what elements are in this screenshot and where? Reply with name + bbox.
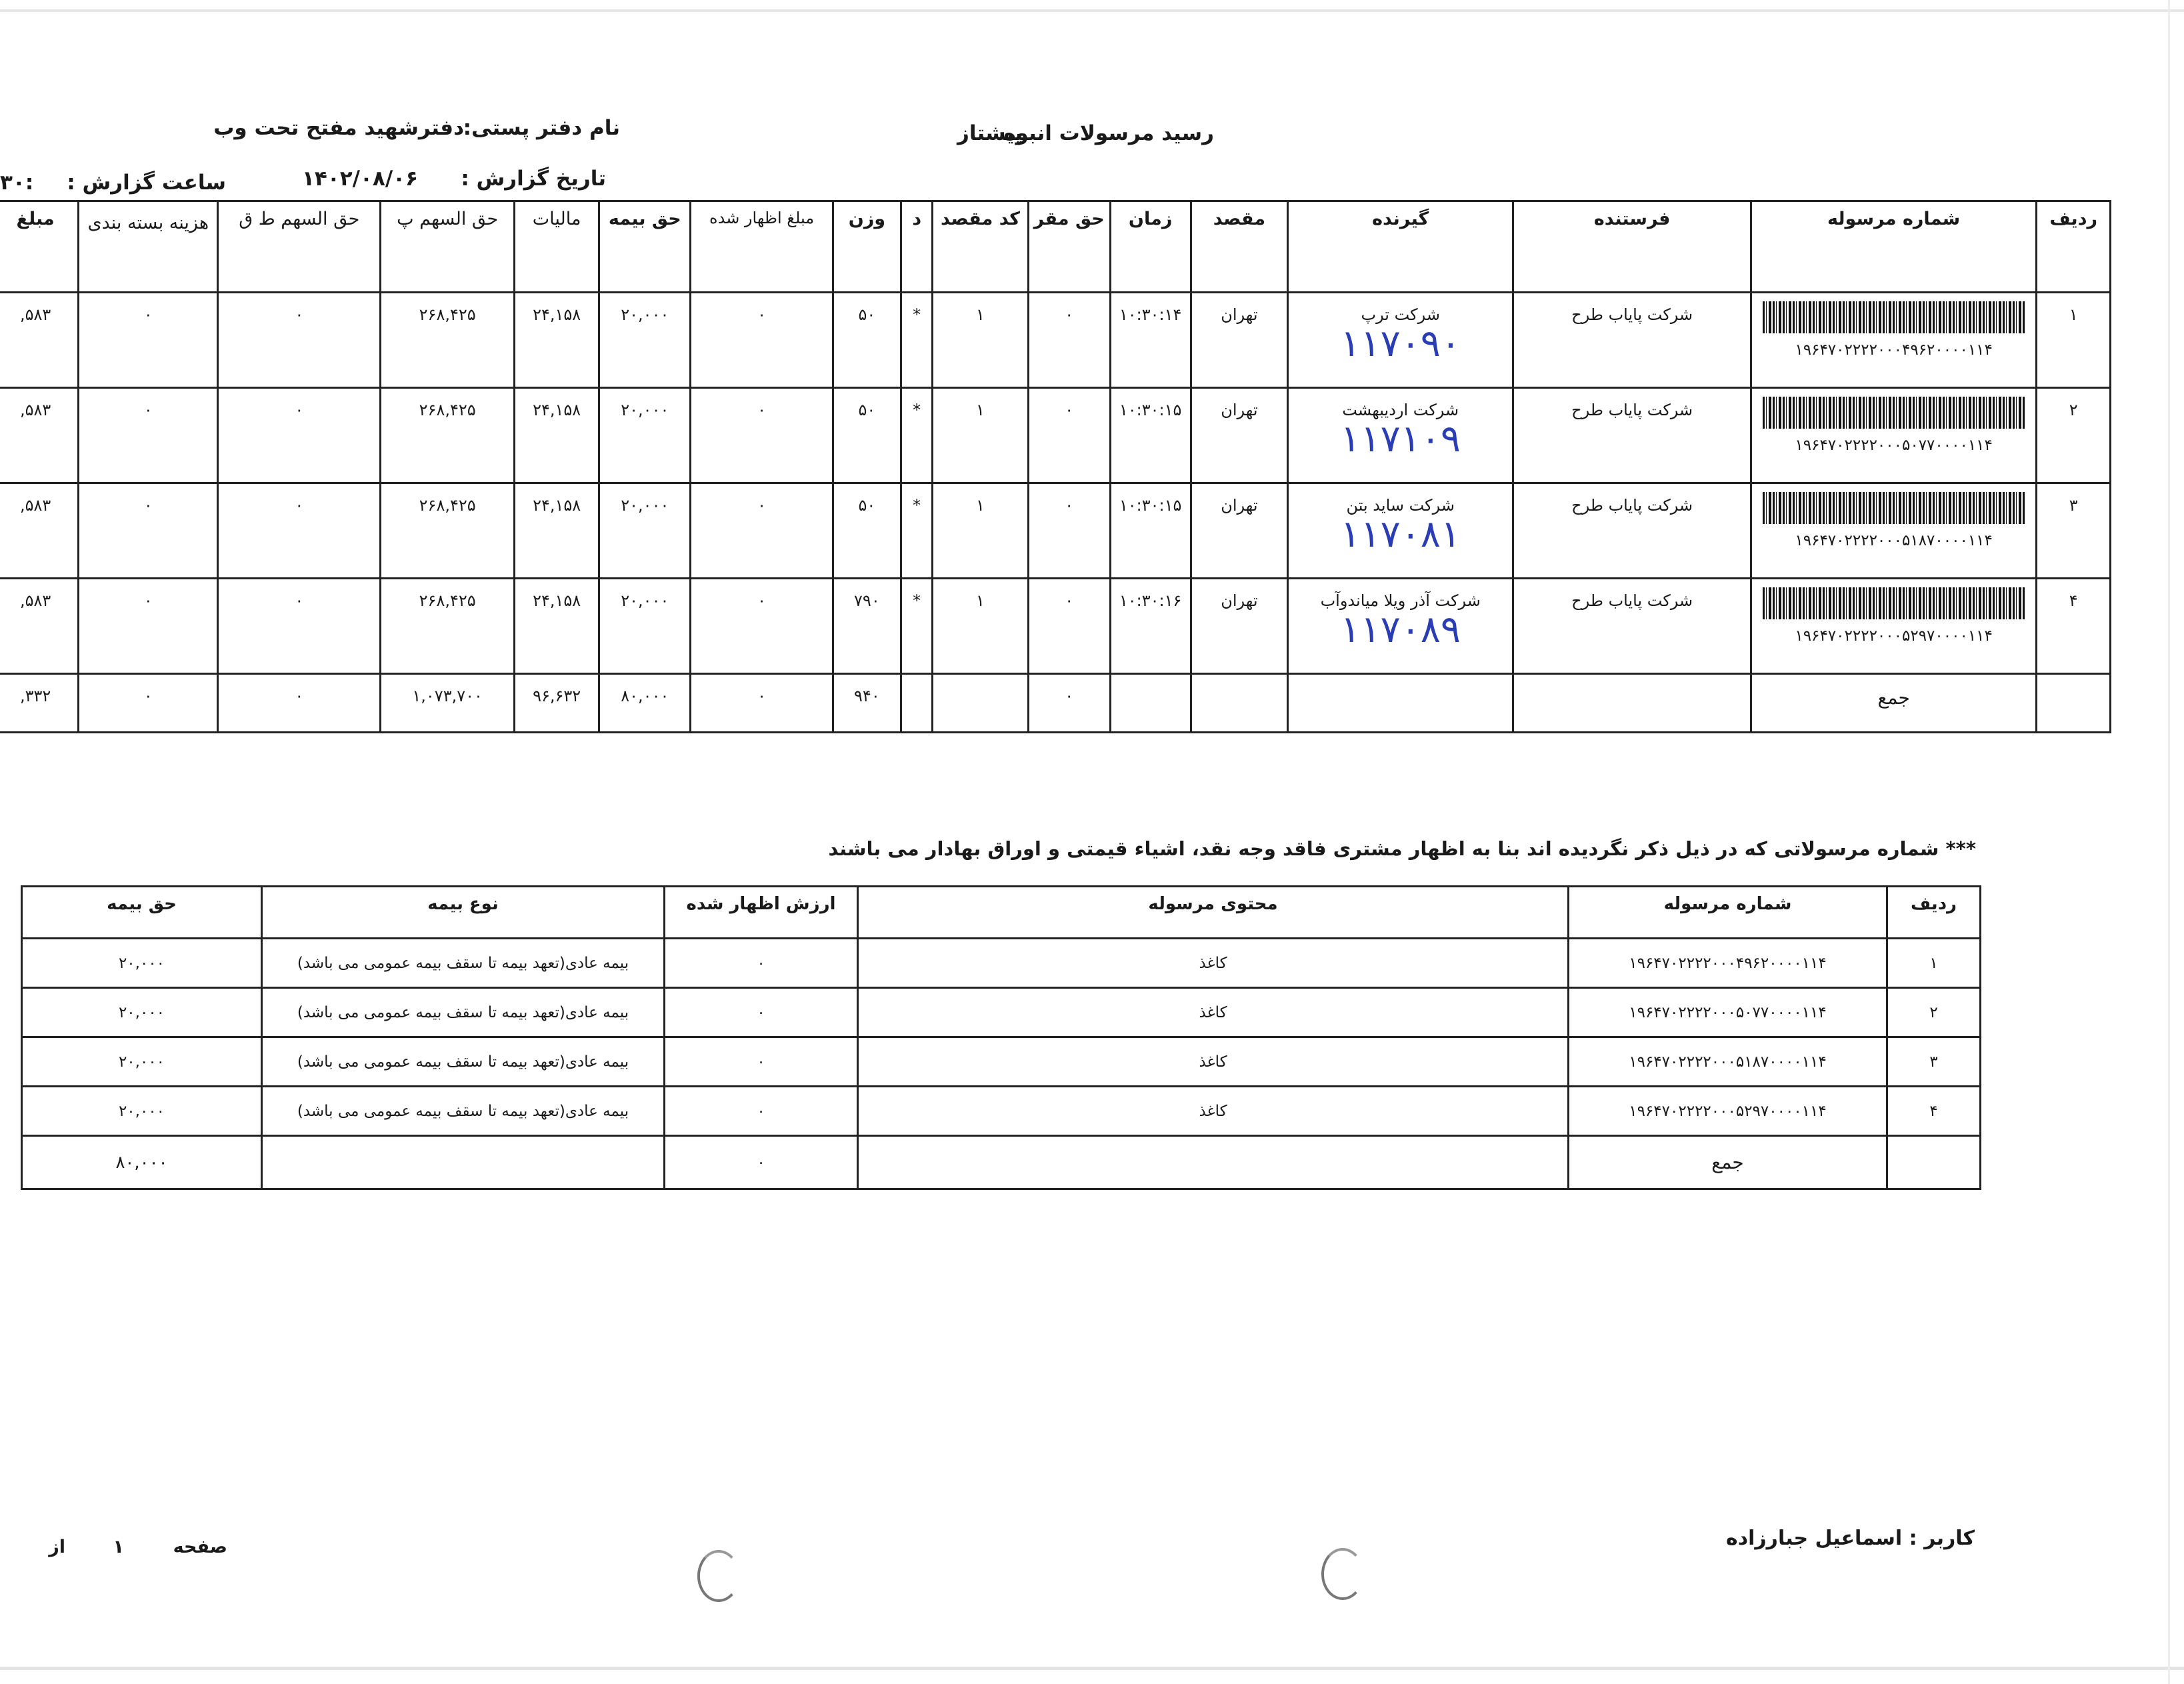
share-tq: ۰	[295, 591, 304, 610]
insurance-table	[21, 885, 1981, 1190]
amount: ۵۸۳,	[19, 591, 51, 610]
time: ۱۰:۳۰:۱۵	[1119, 401, 1182, 419]
ins-content: کاغذ	[858, 939, 1569, 988]
dest-code: ۱	[976, 496, 985, 515]
ins-parcel-number: ۱۹۶۴۷۰۲۲۲۲۰۰۰۵۱۸۷۰۰۰۰۱۱۴	[1569, 1037, 1887, 1087]
table-row	[0, 483, 2111, 579]
ins-row-number: ۲	[1887, 988, 1981, 1037]
total-packing: ۰	[143, 687, 153, 705]
ins-content: کاغذ	[858, 1087, 1569, 1136]
parcel-number: ۱۹۶۴۷۰۲۲۲۲۰۰۰۴۹۶۲۰۰۰۰۱۱۴	[1795, 341, 1993, 359]
packing: ۰	[143, 591, 153, 610]
shipments-table	[0, 200, 2111, 733]
destination: تهران	[1221, 496, 1258, 515]
receiver: شرکت اردیبهشت	[1342, 401, 1459, 419]
amount: ۵۸۳,	[19, 401, 51, 419]
share-tq: ۰	[295, 401, 304, 419]
total-row	[0, 674, 2111, 733]
dest-code: ۱	[976, 591, 985, 610]
handwritten-note: ۱۱۷۰۸۱	[1340, 513, 1461, 556]
total-tax: ۹۶,۶۳۲	[533, 687, 581, 705]
tax: ۲۴,۱۵۸	[533, 305, 581, 324]
parcel-number: ۱۹۶۴۷۰۲۲۲۲۰۰۰۵۲۹۷۰۰۰۰۱۱۴	[1795, 627, 1993, 645]
total-share-p: ۱,۰۷۳,۷۰۰	[412, 687, 483, 705]
table-row	[22, 1087, 1981, 1136]
service-type: پیشتاز	[957, 121, 1023, 145]
page-label: صفحه	[173, 1537, 227, 1557]
tax: ۲۴,۱۵۸	[533, 591, 581, 610]
footer-user: کاربر : اسماعیل جبارزاده	[1726, 1527, 1975, 1550]
header-row	[0, 201, 2111, 293]
col-dest-code: کد مقصد	[933, 201, 1028, 293]
time-value: ۳۰:	[0, 171, 34, 195]
col-row-num: ردیف	[2037, 201, 2111, 293]
weight: ۵۰	[858, 305, 876, 324]
ins-content: کاغذ	[858, 1037, 1569, 1087]
barcode	[1763, 301, 2025, 333]
ins-total-premium: ۸۰,۰۰۰	[22, 1136, 262, 1189]
weight: ۵۰	[858, 496, 876, 515]
share-p: ۲۶۸,۴۲۵	[419, 591, 476, 610]
declared: ۰	[757, 591, 766, 610]
total-weight: ۹۴۰	[854, 687, 880, 705]
sender: شرکت پایاب طرح	[1571, 496, 1693, 515]
receiver: شرکت آذر ویلا میاندوآب	[1320, 591, 1481, 610]
amount: ۵۸۳,	[19, 305, 51, 324]
ins-premium: ۲۰,۰۰۰	[22, 939, 262, 988]
tax: ۲۴,۱۵۸	[533, 496, 581, 515]
sender: شرکت پایاب طرح	[1571, 305, 1693, 324]
destination: تهران	[1221, 305, 1258, 324]
total-amount: ۳۳۲,	[19, 687, 51, 705]
ins-type: بیمه عادی(تعهد بیمه تا سقف بیمه عمومی می باشد)	[262, 939, 665, 988]
table-row	[22, 939, 1981, 988]
ins-type: بیمه عادی(تعهد بیمه تا سقف بیمه عمومی می باشد)	[262, 1087, 665, 1136]
row-number: ۲	[2069, 401, 2078, 419]
col-destination: مقصد	[1191, 201, 1288, 293]
col-declared: مبلغ اظهار شده	[691, 201, 833, 293]
packing: ۰	[143, 401, 153, 419]
base-fee: ۰	[1065, 401, 1074, 419]
weight: ۵۰	[858, 401, 876, 419]
receiver: شرکت ساید بتن	[1346, 496, 1455, 515]
declared: ۰	[757, 401, 766, 419]
share-tq: ۰	[295, 305, 304, 324]
d-mark: *	[913, 591, 921, 610]
ins-row-number: ۴	[1887, 1087, 1981, 1136]
scan-edge-top	[0, 9, 2184, 12]
insurance-header-row	[22, 887, 1981, 939]
total-insurance: ۸۰,۰۰۰	[621, 687, 669, 705]
ins-col-declared: ارزش اظهار شده	[665, 887, 858, 939]
ins-total-label: جمع	[1569, 1136, 1887, 1189]
table-row	[0, 388, 2111, 483]
punch-hole-right	[1321, 1548, 1364, 1600]
table-row	[22, 988, 1981, 1037]
table-row	[0, 293, 2111, 388]
table-row	[22, 1037, 1981, 1087]
row-number: ۳	[2069, 496, 2078, 515]
scan-edge-bottom	[0, 1667, 2184, 1670]
page-number: ۱	[113, 1537, 124, 1557]
time: ۱۰:۳۰:۱۶	[1119, 591, 1182, 610]
ins-premium: ۲۰,۰۰۰	[22, 988, 262, 1037]
handwritten-note: ۱۱۷۰۹۰	[1340, 322, 1461, 365]
base-fee: ۰	[1065, 496, 1074, 515]
tax: ۲۴,۱۵۸	[533, 401, 581, 419]
base-fee: ۰	[1065, 591, 1074, 610]
date-label: تاریخ گزارش :	[461, 167, 606, 191]
sender: شرکت پایاب طرح	[1571, 591, 1693, 610]
col-d: د	[901, 201, 933, 293]
barcode	[1763, 492, 2025, 524]
handwritten-note: ۱۱۷۱۰۹	[1340, 417, 1461, 461]
total-base-fee: ۰	[1065, 687, 1074, 705]
col-receiver: گیرنده	[1288, 201, 1513, 293]
d-mark: *	[913, 401, 921, 419]
declared: ۰	[757, 496, 766, 515]
share-p: ۲۶۸,۴۲۵	[419, 401, 476, 419]
date-value: ۱۴۰۲/۰۸/۰۶	[301, 167, 418, 191]
destination: تهران	[1221, 401, 1258, 419]
ins-col-parcel-number: شماره مرسوله	[1569, 887, 1887, 939]
ins-row-number: ۱	[1887, 939, 1981, 988]
packing: ۰	[143, 496, 153, 515]
ins-col-content: محتوی مرسوله	[858, 887, 1569, 939]
ins-parcel-number: ۱۹۶۴۷۰۲۲۲۲۰۰۰۵۰۷۷۰۰۰۰۱۱۴	[1569, 988, 1887, 1037]
col-insurance: حق بیمه	[599, 201, 691, 293]
col-tax: مالیات	[515, 201, 599, 293]
col-weight: وزن	[833, 201, 901, 293]
total-label: جمع	[1877, 687, 1910, 709]
insurance-total-row	[22, 1136, 1981, 1189]
time: ۱۰:۳۰:۱۴	[1119, 305, 1182, 324]
ins-declared: ۰	[665, 939, 858, 988]
col-packing: هزینه بسته بندی	[79, 201, 218, 293]
base-fee: ۰	[1065, 305, 1074, 324]
time: ۱۰:۳۰:۱۵	[1119, 496, 1182, 515]
insurance: ۲۰,۰۰۰	[621, 496, 669, 515]
ins-declared: ۰	[665, 1037, 858, 1087]
barcode	[1763, 587, 2025, 619]
share-p: ۲۶۸,۴۲۵	[419, 496, 476, 515]
sender: شرکت پایاب طرح	[1571, 401, 1693, 419]
d-mark: *	[913, 496, 921, 515]
packing: ۰	[143, 305, 153, 324]
table-row	[0, 579, 2111, 674]
col-share-tq: حق السهم ط ق	[218, 201, 381, 293]
insurance: ۲۰,۰۰۰	[621, 591, 669, 610]
ins-col-row-num: ردیف	[1887, 887, 1981, 939]
office-label: نام دفتر پستی:	[463, 116, 620, 140]
ins-parcel-number: ۱۹۶۴۷۰۲۲۲۲۰۰۰۵۲۹۷۰۰۰۰۱۱۴	[1569, 1087, 1887, 1136]
insurance: ۲۰,۰۰۰	[621, 305, 669, 324]
page-of-label: از	[49, 1537, 65, 1557]
d-mark: *	[913, 305, 921, 324]
dest-code: ۱	[976, 401, 985, 419]
ins-type: بیمه عادی(تعهد بیمه تا سقف بیمه عمومی می باشد)	[262, 1037, 665, 1087]
ins-parcel-number: ۱۹۶۴۷۰۲۲۲۲۰۰۰۴۹۶۲۰۰۰۰۱۱۴	[1569, 939, 1887, 988]
scan-edge-right	[2168, 0, 2170, 1684]
ins-premium: ۲۰,۰۰۰	[22, 1087, 262, 1136]
office-value: دفترشهید مفتح تحت وب	[213, 116, 464, 140]
amount: ۵۸۳,	[19, 496, 51, 515]
col-share-p: حق السهم پ	[381, 201, 515, 293]
handwritten-note: ۱۱۷۰۸۹	[1340, 608, 1461, 651]
declared: ۰	[757, 305, 766, 324]
punch-hole-left	[697, 1550, 740, 1602]
ins-declared: ۰	[665, 1087, 858, 1136]
time-label: ساعت گزارش :	[67, 171, 226, 195]
ins-declared: ۰	[665, 988, 858, 1037]
ins-row-number: ۳	[1887, 1037, 1981, 1087]
receiver: شرکت ترپ	[1361, 305, 1440, 324]
col-sender: فرستنده	[1513, 201, 1751, 293]
ins-type: بیمه عادی(تعهد بیمه تا سقف بیمه عمومی می باشد)	[262, 988, 665, 1037]
share-tq: ۰	[295, 496, 304, 515]
col-base-fee: حق مقر	[1028, 201, 1110, 293]
destination: تهران	[1221, 591, 1258, 610]
declaration-note: *** شماره مرسولاتی که در ذیل ذکر نگردیده اند بنا به اظهار مشتری فاقد وجه نقد، اشیاء قیمتی و اوراق بهادار می باشند	[828, 837, 1976, 860]
col-amount: مبلغ	[0, 201, 79, 293]
share-p: ۲۶۸,۴۲۵	[419, 305, 476, 324]
ins-col-type: نوع بیمه	[262, 887, 665, 939]
row-number: ۱	[2069, 305, 2078, 324]
dest-code: ۱	[976, 305, 985, 324]
col-time: زمان	[1110, 201, 1191, 293]
total-share-tq: ۰	[295, 687, 304, 705]
parcel-number: ۱۹۶۴۷۰۲۲۲۲۰۰۰۵۱۸۷۰۰۰۰۱۱۴	[1795, 532, 1993, 549]
receipt-title: رسید مرسولات انبوه	[1003, 121, 1214, 145]
weight: ۷۹۰	[854, 591, 880, 610]
ins-col-premium: حق بیمه	[22, 887, 262, 939]
barcode	[1763, 397, 2025, 429]
ins-content: کاغذ	[858, 988, 1569, 1037]
total-declared: ۰	[757, 687, 766, 705]
ins-premium: ۲۰,۰۰۰	[22, 1037, 262, 1087]
ins-total-declared: ۰	[665, 1136, 858, 1189]
insurance: ۲۰,۰۰۰	[621, 401, 669, 419]
parcel-number: ۱۹۶۴۷۰۲۲۲۲۰۰۰۵۰۷۷۰۰۰۰۱۱۴	[1795, 437, 1993, 454]
col-parcel-number: شماره مرسوله	[1751, 201, 2036, 293]
row-number: ۴	[2069, 591, 2078, 610]
